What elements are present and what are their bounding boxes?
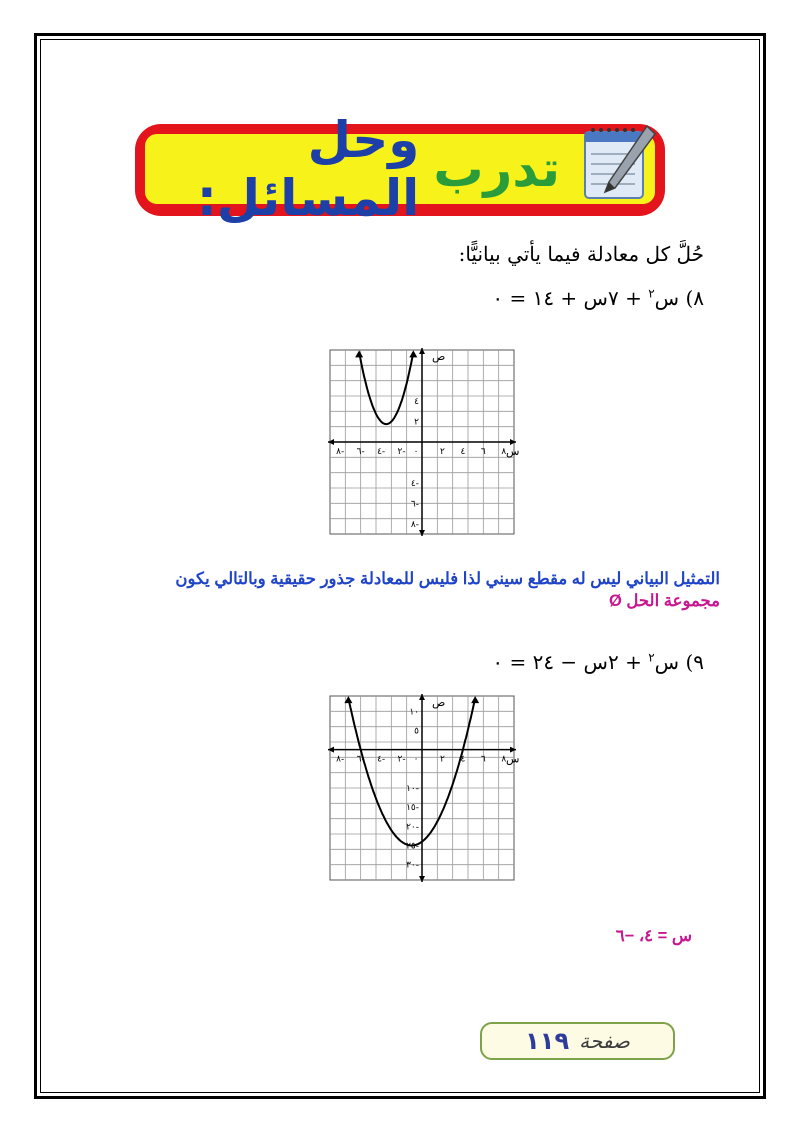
y-tick-label: ٨- <box>410 519 419 530</box>
y-tick-label: ٢٠- <box>406 822 419 833</box>
equation-exponent: ٢ <box>648 650 655 665</box>
instructions: حُلَّ كل معادلة فيما يأتي بيانيًّا: <box>458 242 704 266</box>
x-tick-label: ٤ <box>460 447 466 457</box>
problem-8-equation <box>492 286 704 310</box>
x-tick-label: ٦ <box>480 447 486 457</box>
problem-9-equation <box>492 650 704 674</box>
graph-problem-9 <box>326 692 518 884</box>
x-tick-label: ٤- <box>377 754 386 765</box>
x-tick-label: ٨ <box>501 754 507 765</box>
problem-9-answer: س = ٤، −٦ <box>615 927 692 945</box>
problem-number: ٨) <box>685 286 704 310</box>
x-tick-label: ٨- <box>336 447 345 457</box>
y-tick-label: ٣٠- <box>406 860 419 871</box>
x-tick-label: ٦- <box>356 754 365 765</box>
equation-rest: + ٢س − ٢٤ = ٠ <box>492 650 642 674</box>
equation-exponent: ٢ <box>648 286 655 301</box>
title-rest: وحل المسائل: <box>196 111 420 227</box>
notepad-pencil-icon <box>571 118 661 210</box>
page-label: صفحة <box>579 1029 630 1053</box>
x-tick-label: ٢- <box>397 754 406 765</box>
equation-variable: س <box>654 650 680 674</box>
y-axis-label: ص <box>432 350 446 363</box>
problem-8-answer <box>70 568 720 612</box>
graph-problem-8 <box>326 346 518 538</box>
x-axis-label: س <box>506 752 520 766</box>
x-tick-label: ٨- <box>336 754 345 765</box>
x-tick-label: ٤ <box>460 754 466 765</box>
answer-line-2: مجموعة الحل Ø <box>608 592 720 610</box>
y-tick-label: ٢ <box>414 417 419 428</box>
title-accent-word: تدرب <box>433 140 560 198</box>
x-tick-label: ٨ <box>501 447 507 457</box>
y-tick-label: ١٥- <box>406 803 419 814</box>
y-tick-label: ١٠- <box>406 784 419 794</box>
x-axis-label: س <box>506 445 520 458</box>
answer-line-1: التمثيل البياني ليس له مقطع سيني لذا فليس للمعادلة جذور حقيقية وبالتالي يكون <box>175 570 720 588</box>
x-tick-label: ٢- <box>397 447 406 457</box>
equation-rest: + ٧س + ١٤ = ٠ <box>492 286 642 310</box>
x-tick-label: ٠ <box>413 754 419 765</box>
x-tick-label: ٢ <box>440 754 445 765</box>
problem-number: ٩) <box>685 650 704 674</box>
y-tick-label: ٦- <box>410 499 419 510</box>
y-tick-label: ٥ <box>414 726 419 737</box>
y-tick-label: ٤ <box>414 397 419 408</box>
y-axis-label: ص <box>432 696 446 709</box>
page-title <box>145 111 560 227</box>
x-tick-label: ٢ <box>440 447 445 457</box>
equation-variable: س <box>654 286 680 310</box>
x-tick-label: ٦ <box>480 754 486 765</box>
y-tick-label: ٢٥- <box>406 841 419 852</box>
title-banner <box>135 111 665 227</box>
x-tick-label: ٦- <box>356 447 365 457</box>
x-tick-label: ٤- <box>377 447 386 457</box>
x-tick-label: ٠ <box>413 447 419 457</box>
page-number-badge <box>480 1022 675 1060</box>
page-number: ١١٩ <box>525 1027 570 1055</box>
y-tick-label: ١٠ <box>409 707 419 718</box>
y-tick-label: ٤- <box>410 478 419 489</box>
